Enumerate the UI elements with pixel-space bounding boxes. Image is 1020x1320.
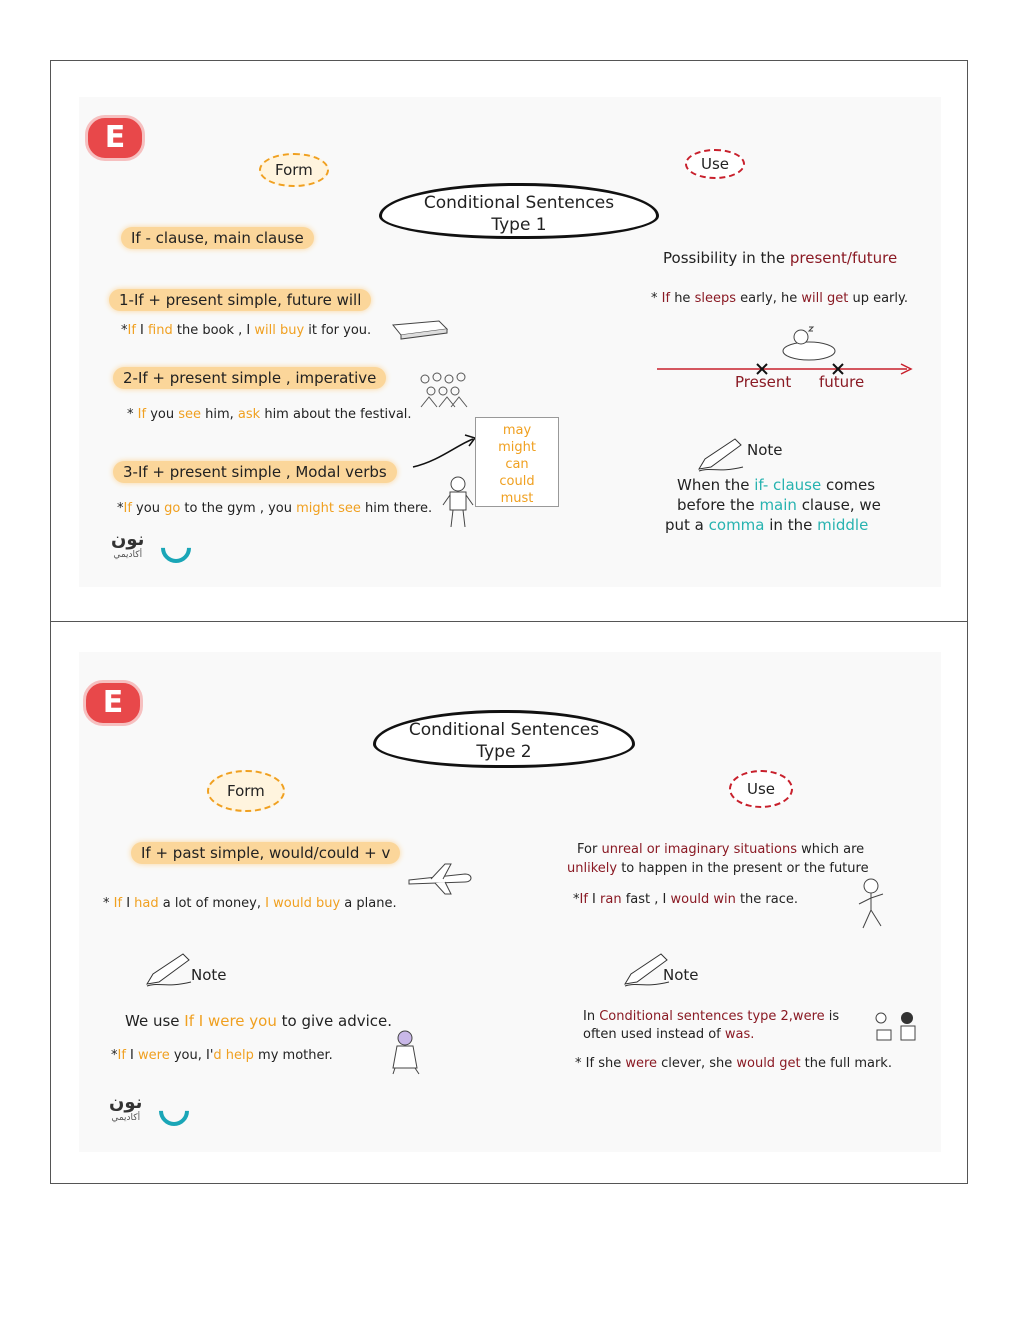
example-1 (103, 896, 397, 911)
text: him, (201, 407, 238, 422)
modal-item: might (498, 440, 536, 455)
form-label: Form (259, 153, 329, 187)
verb: were (138, 1048, 170, 1063)
example-1 (121, 323, 371, 338)
text: often used instead of (583, 1027, 725, 1042)
if-word: If (123, 501, 132, 516)
pen-writing-icon (143, 952, 195, 988)
title-cloud (379, 183, 659, 239)
sleeping-kid-icon (779, 323, 839, 363)
text: which are (796, 842, 865, 857)
brand-sub: أكاديمي (111, 1113, 141, 1123)
verb: go (164, 501, 181, 516)
text: you, I' (169, 1048, 214, 1063)
note-line-1 (677, 475, 881, 495)
verb: would buy (273, 896, 341, 911)
use-example (573, 892, 798, 907)
text: For (577, 842, 602, 857)
modal-item: could (499, 474, 535, 489)
pen-writing-icon (695, 437, 747, 473)
verb: sleeps (694, 291, 736, 306)
note-left-example (111, 1048, 333, 1063)
timeline-future: future (819, 373, 865, 391)
star: * (121, 323, 128, 338)
note-left-label: Note (191, 966, 227, 984)
highlight: unlikely (567, 861, 618, 876)
page-1 (50, 60, 968, 622)
slide-type-1 (79, 97, 941, 587)
use-line-2 (567, 859, 869, 878)
highlight: if- clause (754, 476, 822, 494)
highlight: If I were you (184, 1012, 277, 1030)
star: * (117, 501, 124, 516)
rule-2: 2-If + present simple , imperative (113, 367, 386, 389)
text: up early. (848, 291, 908, 306)
star: * (573, 892, 580, 907)
brand-mark-icon (155, 527, 197, 569)
text: I (125, 1048, 139, 1063)
note-right-example (575, 1056, 892, 1071)
title-line-1: Conditional Sentences (423, 193, 615, 213)
note-label: Note (747, 441, 783, 459)
star: * (651, 291, 662, 306)
text: is (824, 1009, 840, 1024)
verb: might see (296, 501, 361, 516)
brand-logo (111, 529, 144, 560)
grandma-icon (389, 1028, 425, 1076)
star: * (103, 896, 114, 911)
text: We use (125, 1012, 185, 1030)
brand-name: نون (109, 1092, 143, 1113)
highlight: middle (817, 516, 869, 534)
highlight: comma (708, 516, 765, 534)
note-text (665, 475, 881, 535)
text: early, he (735, 291, 802, 306)
note-right-label: Note (663, 966, 699, 984)
text: put a (665, 516, 709, 534)
highlight: main (759, 496, 797, 514)
text: in the (764, 516, 818, 534)
note-left-text (125, 1012, 392, 1030)
text: In (583, 1009, 600, 1024)
use-label: Use (729, 770, 793, 808)
rule-1: 1-If + present simple, future will (109, 289, 371, 311)
note-line-3 (665, 515, 881, 535)
if-word: If (127, 323, 136, 338)
text: he (670, 291, 695, 306)
verb: had (134, 896, 159, 911)
text: I (135, 323, 149, 338)
slide-type-2 (79, 652, 941, 1152)
note-right-line-2 (583, 1026, 839, 1044)
kid-icon (441, 475, 475, 529)
text: you (131, 501, 165, 516)
use-text (663, 249, 897, 267)
text: I (587, 892, 601, 907)
text: comes (821, 476, 876, 494)
airplane-icon (405, 862, 475, 896)
verb: ask (237, 407, 261, 422)
highlight: was. (724, 1027, 755, 1042)
note-line-2 (677, 495, 881, 515)
use-example (651, 291, 908, 306)
verb: were (625, 1056, 658, 1071)
structure-label: If + past simple, would/could + v (131, 842, 400, 864)
star: * (127, 407, 134, 422)
use-line-1 (567, 840, 869, 859)
text: fast , I (621, 892, 671, 907)
example-3 (117, 501, 432, 516)
page-2 (50, 621, 968, 1184)
text: I (265, 896, 269, 911)
text: it for you. (304, 323, 372, 338)
if-word: If (585, 1056, 595, 1071)
note-right-line-1 (583, 1008, 839, 1026)
text: the race. (735, 892, 799, 907)
title-line-2: Type 2 (476, 742, 532, 762)
text: him about the festival. (260, 407, 412, 422)
if-word: If (117, 1048, 126, 1063)
timeline-present: Present (735, 373, 792, 391)
star: * (111, 1048, 118, 1063)
highlight: unreal or imaginary situations (601, 842, 797, 857)
text: a lot of money, (158, 896, 266, 911)
note-right-text (583, 1008, 839, 1044)
brand-mark-icon (153, 1090, 195, 1132)
crowd-icon (417, 371, 469, 409)
text: you (146, 407, 179, 422)
rule-3: 3-If + present simple , Modal verbs (113, 461, 397, 483)
verb: d help (213, 1048, 254, 1063)
if-word: If (661, 291, 671, 306)
text: she (594, 1056, 626, 1071)
text: the book , I (172, 323, 255, 338)
verb: see (178, 407, 201, 422)
modal-item: may (502, 423, 532, 438)
text: clause, we (796, 496, 881, 514)
title-line-2: Type 1 (491, 215, 547, 235)
arrow-to-modals-icon (409, 431, 479, 471)
verb: ran (600, 892, 622, 907)
text: to give advice. (276, 1012, 393, 1030)
e-logo-icon: E (85, 115, 145, 161)
if-word: If (137, 407, 147, 422)
modal-item: must (500, 491, 534, 506)
use-label: Use (685, 149, 745, 179)
verb: would get (736, 1056, 801, 1071)
text: When the (677, 476, 755, 494)
text: Possibility in the (663, 249, 790, 267)
text: clever, she (657, 1056, 737, 1071)
verb: will get (801, 291, 849, 306)
title-cloud (373, 710, 635, 768)
running-kid-icon (853, 878, 889, 930)
highlight: Conditional sentences type 2,were (599, 1009, 825, 1024)
brand-name: نون (111, 529, 145, 550)
verb: find (148, 323, 173, 338)
text: I (122, 896, 135, 911)
highlight: present/future (789, 249, 898, 267)
modal-item: can (505, 457, 529, 472)
book-icon (391, 319, 449, 341)
text: the full mark. (800, 1056, 892, 1071)
student-desk-icon (875, 1010, 921, 1046)
text: before the (677, 496, 760, 514)
if-word: If (579, 892, 588, 907)
text: him there. (360, 501, 433, 516)
e-logo-icon: E (83, 680, 143, 726)
verb: would win (670, 892, 736, 907)
brand-sub: أكاديمي (113, 550, 143, 560)
structure-label: If - clause, main clause (121, 227, 314, 249)
title-line-1: Conditional Sentences (408, 720, 600, 740)
text: my mother. (253, 1048, 333, 1063)
brand-logo (109, 1092, 142, 1123)
modal-verbs-box (475, 417, 559, 507)
text: to happen in the present or the future (617, 861, 869, 876)
form-label: Form (207, 770, 285, 812)
use-text (567, 840, 869, 878)
verb: will buy (254, 323, 305, 338)
example-2 (127, 407, 412, 422)
star: * (575, 1056, 586, 1071)
text: to the gym , you (180, 501, 297, 516)
text: a plane. (340, 896, 397, 911)
if-word: If (113, 896, 123, 911)
